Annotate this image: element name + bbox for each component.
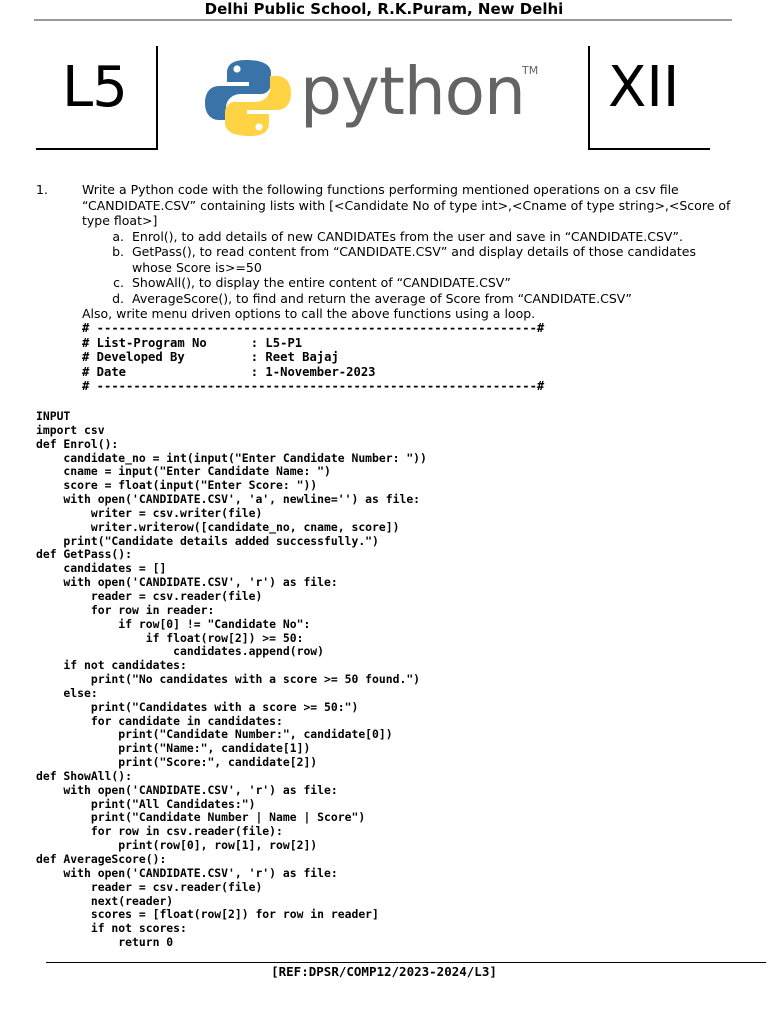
python-wordmark: python xyxy=(300,53,525,130)
level-divider xyxy=(156,46,158,150)
footer-reference: [REF:DPSR/COMP12/2023-2024/L3] xyxy=(271,964,497,979)
level-label: L5 xyxy=(62,55,127,120)
question-number: 1. xyxy=(36,182,48,197)
trademark-mark: TM xyxy=(522,64,539,77)
program-header-block: # ------------------------------------------------------------# # List-Program No : L5-P1 # Developed By : Reet Bajaj # Date : 1-November-2023 # ------------------------------------------------------------# xyxy=(82,321,545,394)
python-logo-icon xyxy=(205,58,291,138)
question-also: Also, write menu driven options to call the above functions using a loop. xyxy=(82,306,536,321)
question-items xyxy=(82,229,732,307)
question-item-c: c. ShowAll(), to display the entire content of “CANDIDATE.CSV” xyxy=(128,275,732,291)
class-label: XII xyxy=(608,55,680,120)
class-underline xyxy=(588,148,710,150)
question-intro: Write a Python code with the following functions performing mentioned operations on a csv file “CANDIDATE.CSV” containing lists with [<Candidate No of type int>,<Cname of type string>,<Score of type float>] xyxy=(82,182,731,228)
question-item-d: d. AverageScore(), to find and return the average of Score from “CANDIDATE.CSV” xyxy=(128,291,732,307)
header-rule xyxy=(34,19,732,21)
code-listing: INPUT import csv def Enrol(): candidate_no = int(input("Enter Candidate Number: ")) cname = input("Enter Candidate Name: ") score = float(input("Enter Score: ")) with open('CANDIDATE.CSV', 'a', newline='') as file: writer = csv.writer(file) writer.writerow([candidate_no, cname, score]) print("Candidate details added successfully.") def GetPass(): candidates = [] with open('CANDIDATE.CSV', 'r') as file: reader = csv.reader(file) for row in reader: if row[0] != "Candidate No": if float(row[2]) >= 50: candidates.append(row) if not candidates: print("No candidates with a score >= 50 found.") else: print("Candidates with a score >= 50:") for candidate in candidates: print("Candidate Number:", candidate[0]) print("Name:", candidate[1]) print("Score:", candidate[2]) def ShowAll(): with open('CANDIDATE.CSV', 'r') as file: print("All Candidates:") print("Candidate Number | Name | Score") for row in csv.reader(file): print(row[0], row[1], row[2]) def AverageScore(): with open('CANDIDATE.CSV', 'r') as file: reader = csv.reader(file) next(reader) scores = [float(row[2]) for row in reader] if not scores: return 0 xyxy=(36,409,427,950)
question-item-a: a. Enrol(), to add details of new CANDIDATEs from the user and save in “CANDIDATE.CSV”. xyxy=(128,229,732,245)
level-underline xyxy=(36,148,158,150)
question-text xyxy=(82,182,732,322)
class-divider xyxy=(588,46,590,150)
footer-rule xyxy=(46,962,766,963)
school-name: Delhi Public School, R.K.Puram, New Delhi xyxy=(204,0,564,18)
question-item-b: b. GetPass(), to read content from “CANDIDATE.CSV” and display details of those candidates whose Score is>=50 xyxy=(128,244,732,275)
